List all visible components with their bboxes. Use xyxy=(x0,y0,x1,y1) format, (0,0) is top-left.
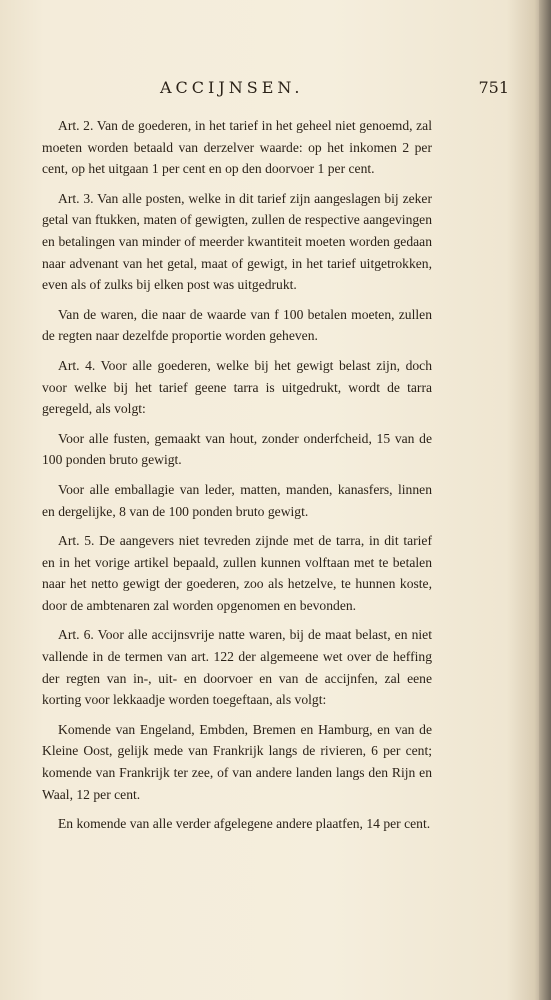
paragraph-verder: En komende van alle verder afgelegene andere plaatfen, 14 per cent. xyxy=(58,816,431,832)
page-number: 751 xyxy=(478,78,509,97)
paragraph-art-5: Art. 5. De aangevers niet tevreden zijnde met de tarra, in dit tarief en in het vorige artikel bepaald, zullen kunnen volftaan met te betalen naar het netto gewigt der goederen, zoo als hetzelve, te hunnen koste, door de ambtenaren zal worden opgenomen en bevonden. xyxy=(42,533,432,613)
paragraph-fusten: Voor alle fusten, gemaakt van hout, zonder onderfcheid, 15 van de 100 ponden bruto gewigt. xyxy=(42,430,432,468)
paragraph-emballagie: Voor alle emballagie van leder, matten, manden, kanasfers, linnen en dergelijke, 8 van de 100 ponden bruto gewigt. xyxy=(42,481,432,519)
page-header xyxy=(160,78,509,102)
paragraph-art-4: Art. 4. Voor alle goederen, welke bij het gewigt belast zijn, doch voor welke bij het tarief geene tarra is uitgedrukt, wordt de tarra geregeld, als volgt: xyxy=(42,357,432,417)
body-text xyxy=(42,115,432,843)
page-edge xyxy=(539,0,551,1000)
paragraph-art-6: Art. 6. Voor alle accijnsvrije natte waren, bij de maat belast, en niet vallende in de termen van art. 122 der algemeene wet over de heffing der regten van in-, uit- en doorvoer en van de accijnfen, zal eene korting voor lekkaadje worden toegeftaan, als volgt: xyxy=(42,627,432,708)
paragraph-waarde: Van de waren, die naar de waarde van f 100 betalen moeten, zullen de regten naar dezelfde proportie worden geheven. xyxy=(42,306,432,344)
running-title: ACCIJNSEN. xyxy=(160,78,304,97)
paragraph-art-3: Art. 3. Van alle posten, welke in dit tarief zijn aangeslagen bij zeker getal van ftukken, maten of gewigten, zullen de respective aangevingen en betalingen van minder of meerder kwantiteit moeten worden gedaan naar advenant van het getal, maat of gewigt, in het tarief uitgetrokken, even als of zulks bij elken post was uitgedrukt. xyxy=(42,190,432,293)
paragraph-art-2: Art. 2. Van de goederen, in het tarief in het geheel niet genoemd, zal moeten worden betaald van derzelver waarde: op het inkomen 2 per cent, op het uitgaan 1 per cent en op den doorvoer 1 per cent. xyxy=(42,118,432,177)
paragraph-komende: Komende van Engeland, Embden, Bremen en Hamburg, en van de Kleine Oost, gelijk mede van Frankrijk langs de rivieren, 6 per cent; komende van Frankrijk ter zee, of van andere landen langs den Rijn en Waal, 12 per cent. xyxy=(42,721,432,802)
